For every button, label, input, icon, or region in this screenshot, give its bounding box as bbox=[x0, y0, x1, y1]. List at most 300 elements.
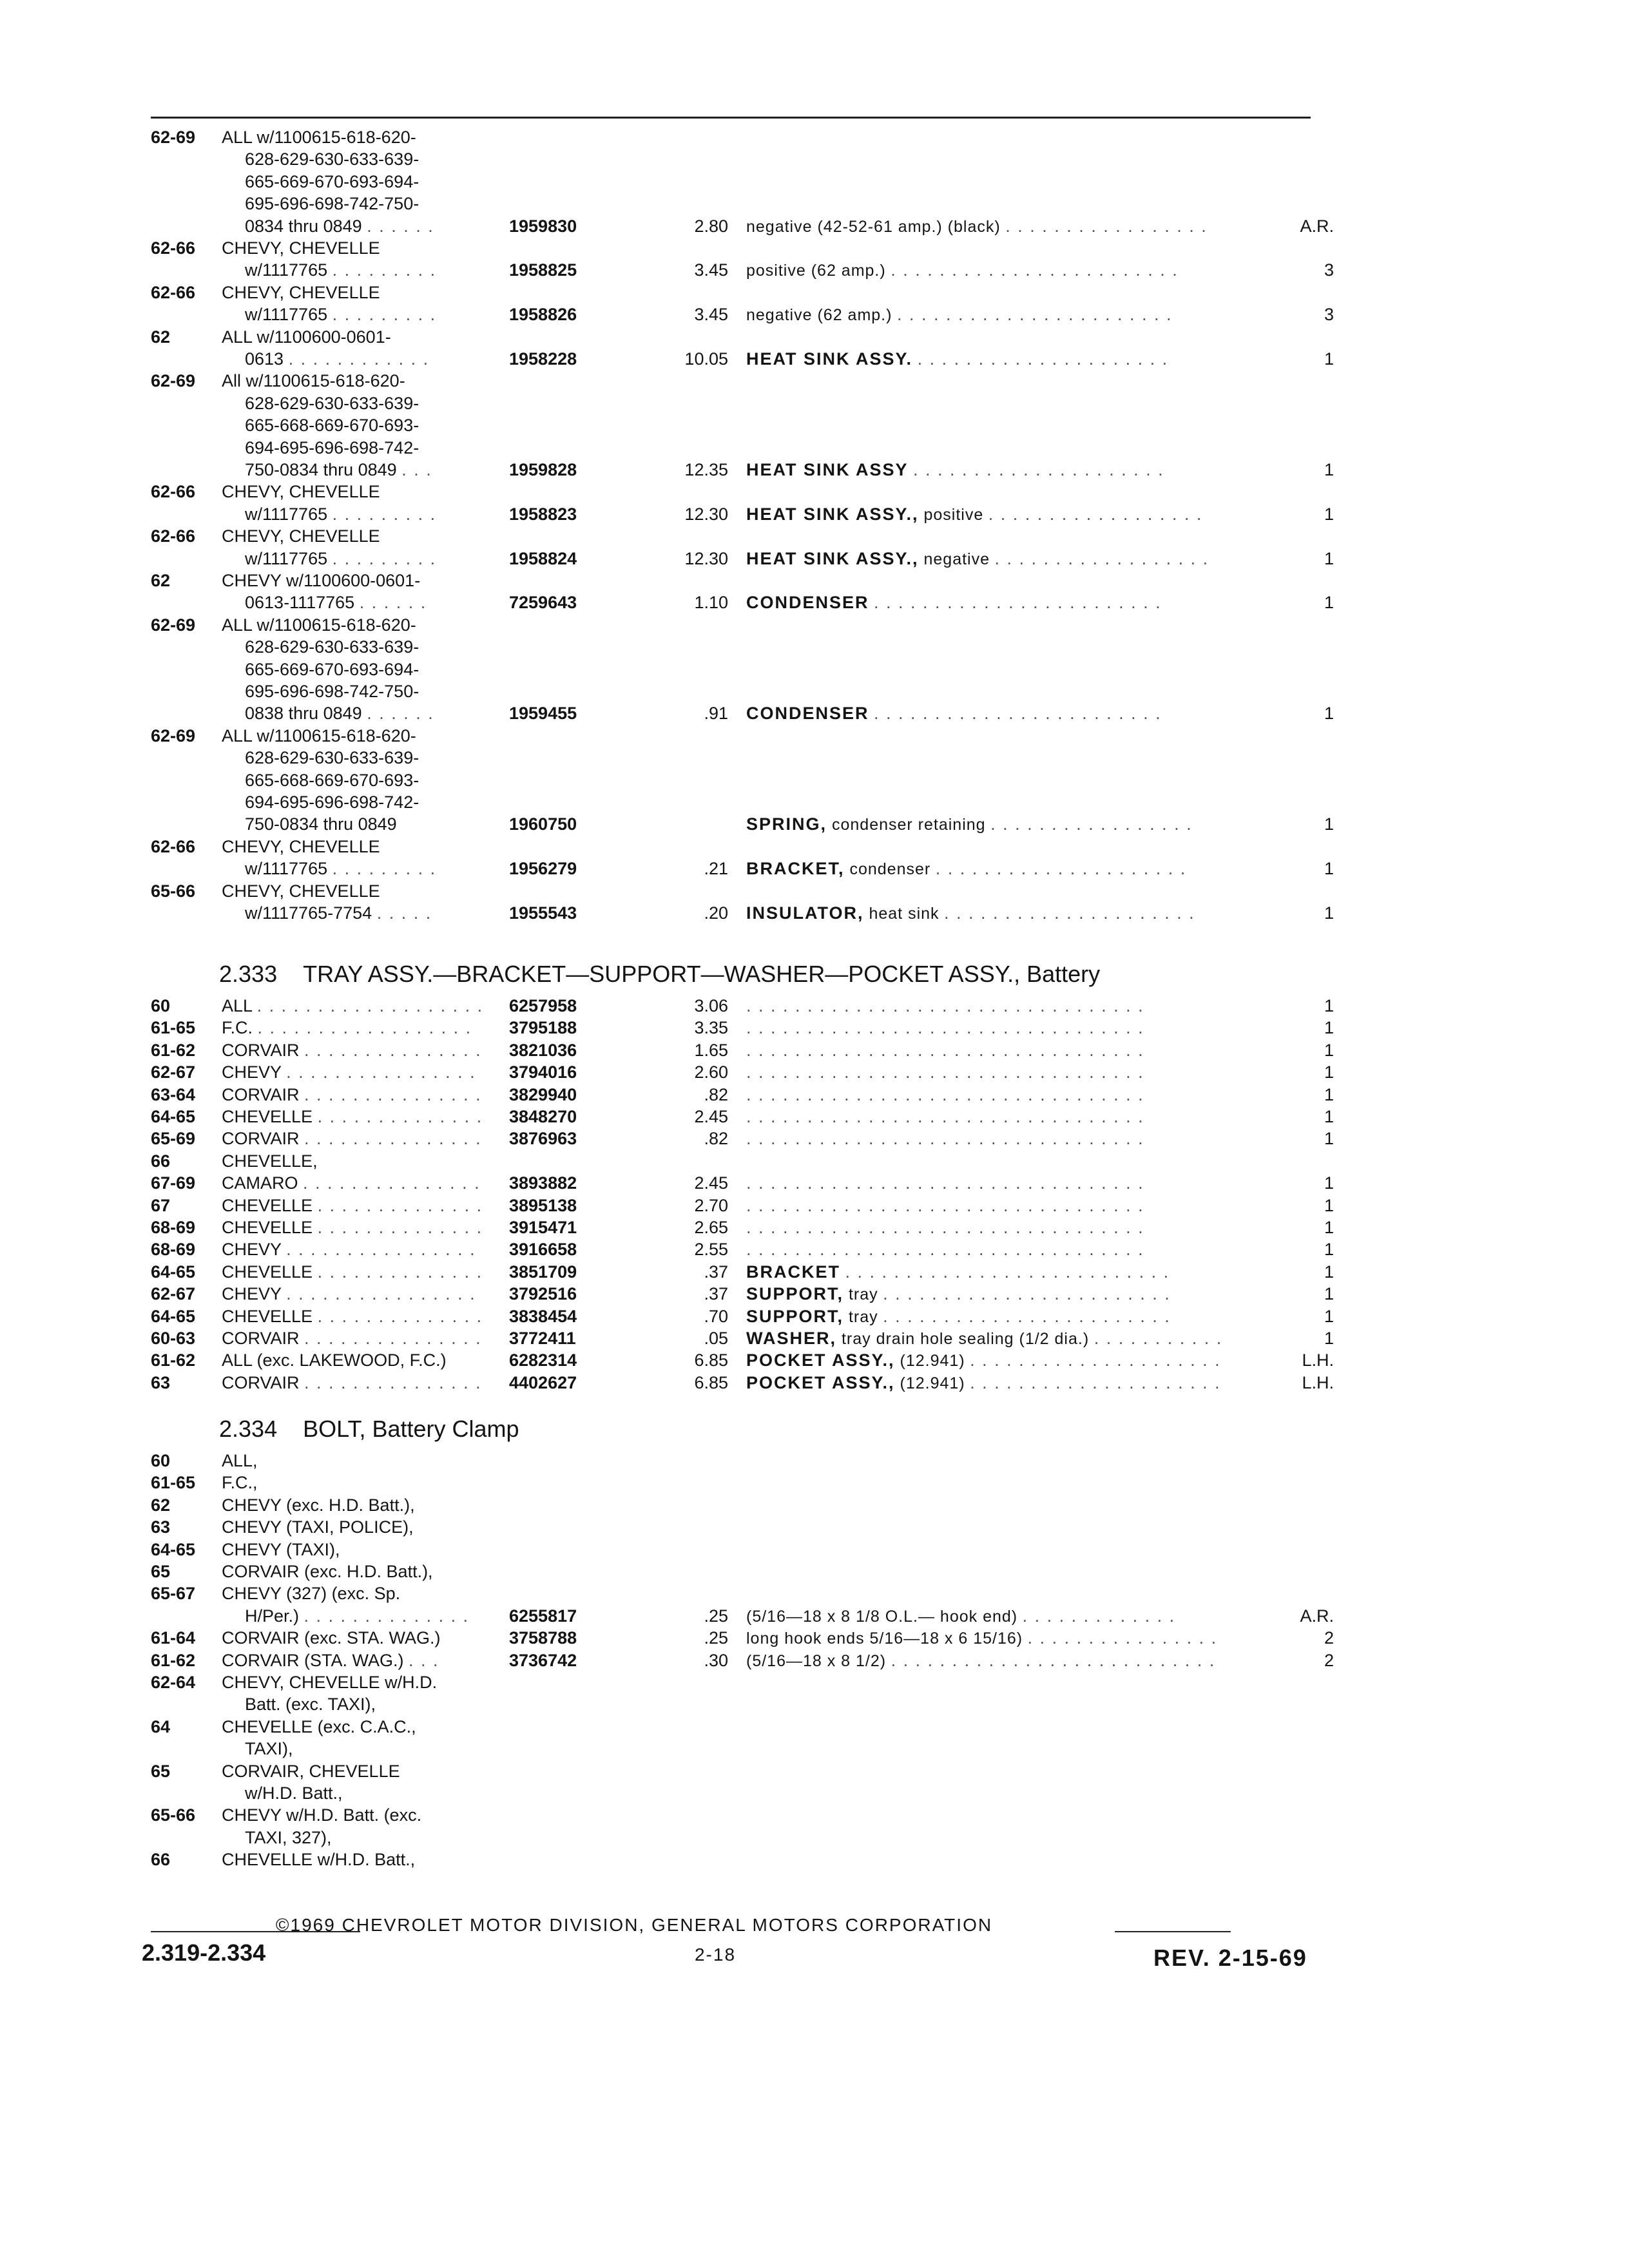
quantity: 1 bbox=[1324, 1218, 1334, 1237]
model-text: w/1117765 bbox=[245, 859, 328, 878]
leader-dots: . . . . . . . . . . . . . . . . . . . . . . . . . . . . . . . . . bbox=[746, 1196, 1144, 1215]
parts-row bbox=[0, 1649, 1629, 1671]
leader-dots: . . . . . . . . . . . . . . . . bbox=[1027, 1628, 1218, 1648]
list-price: .82 bbox=[704, 1085, 728, 1104]
part-number: 1955543 bbox=[509, 903, 577, 923]
quantity: 1 bbox=[1324, 1240, 1334, 1259]
leader-dots: . . . . . . . . . . . . . . . . . . . . . . . . . . . . . . . . . bbox=[746, 996, 1144, 1015]
parts-row bbox=[0, 1372, 1629, 1394]
model-application: 695-696-698-742-750- bbox=[245, 682, 419, 701]
model-application bbox=[245, 1605, 497, 1627]
parts-row bbox=[0, 813, 1629, 835]
list-price: .37 bbox=[704, 1284, 728, 1303]
leader-dots: . . . . . . . . . . . . . . bbox=[317, 1307, 483, 1326]
parts-row bbox=[0, 680, 1629, 702]
model-application: 694-695-696-698-742- bbox=[245, 793, 419, 812]
model-application: CHEVY (exc. H.D. Batt.), bbox=[222, 1495, 415, 1515]
model-application bbox=[222, 1172, 497, 1194]
model-application: TAXI), bbox=[245, 1739, 293, 1758]
leader-dots: . . . . . . bbox=[367, 216, 434, 236]
description-text: negative (62 amp.) bbox=[746, 306, 892, 324]
list-price: 3.06 bbox=[694, 996, 728, 1015]
parts-row bbox=[0, 995, 1629, 1017]
list-price: 2.45 bbox=[694, 1173, 728, 1193]
list-price: .25 bbox=[704, 1606, 728, 1626]
leader-dots: . . . . . . . . . . . . . . bbox=[317, 1196, 483, 1215]
leader-dots: . . . bbox=[409, 1651, 439, 1670]
list-price: 2.80 bbox=[694, 216, 728, 236]
model-application bbox=[222, 1061, 497, 1083]
part-number: 4402627 bbox=[509, 1373, 577, 1392]
part-description bbox=[746, 702, 1255, 724]
part-number: 3792516 bbox=[509, 1284, 577, 1303]
parts-row bbox=[0, 525, 1629, 547]
model-application: w/H.D. Batt., bbox=[245, 1783, 343, 1803]
model-text: w/1117765 bbox=[245, 305, 328, 324]
part-number: 1959830 bbox=[509, 216, 577, 236]
leader-dots: . . . . . . . . . . . . . . . . . . . . . bbox=[944, 903, 1195, 923]
part-number: 3758788 bbox=[509, 1628, 577, 1648]
leader-dots: . . . . . . . . . . . . . . . . bbox=[286, 1284, 476, 1303]
leader-dots: . . . . . . . . . bbox=[332, 549, 437, 568]
model-application: ALL (exc. LAKEWOOD, F.C.) bbox=[222, 1350, 447, 1370]
model-application bbox=[222, 1128, 497, 1149]
quantity: 1 bbox=[1324, 349, 1334, 369]
year-range: 61-62 bbox=[151, 1350, 196, 1370]
model-application bbox=[245, 303, 497, 325]
parts-row bbox=[0, 1849, 1629, 1870]
list-price: 3.35 bbox=[694, 1018, 728, 1037]
model-application: CHEVELLE, bbox=[222, 1151, 318, 1171]
description-text: (12.941) bbox=[894, 1352, 965, 1370]
part-number: 1956279 bbox=[509, 859, 577, 878]
description-code: INSULATOR, bbox=[746, 903, 864, 923]
model-text: w/1117765 bbox=[245, 549, 328, 568]
parts-row bbox=[0, 1017, 1629, 1039]
model-application: CHEVY (TAXI, POLICE), bbox=[222, 1517, 414, 1537]
description-text: (5/16—18 x 8 1/2) bbox=[746, 1652, 887, 1670]
part-description bbox=[746, 1172, 1255, 1194]
description-text: negative bbox=[918, 550, 990, 568]
leader-dots: . . . . . . . . . . . . . . . . . . . . . . . . . . . . . . . . . bbox=[746, 1129, 1144, 1148]
part-number: 3895138 bbox=[509, 1196, 577, 1215]
year-range: 68-69 bbox=[151, 1240, 196, 1259]
model-application: 628-629-630-633-639- bbox=[245, 637, 419, 657]
list-price: 2.65 bbox=[694, 1218, 728, 1237]
model-application bbox=[245, 459, 497, 481]
list-price: 2.55 bbox=[694, 1240, 728, 1259]
list-price: .70 bbox=[704, 1307, 728, 1326]
model-text: 0613 bbox=[245, 349, 284, 369]
model-application: ALL w/1100615-618-620- bbox=[222, 128, 416, 147]
year-range: 64 bbox=[151, 1717, 171, 1736]
leader-dots: . . . . . . . . . bbox=[332, 859, 437, 878]
part-number: 1958823 bbox=[509, 505, 577, 524]
parts-row bbox=[0, 1561, 1629, 1582]
quantity: 1 bbox=[1324, 814, 1334, 834]
section-range: 2.319-2.334 bbox=[142, 1939, 266, 1966]
year-range: 63-64 bbox=[151, 1085, 196, 1104]
part-description bbox=[746, 459, 1255, 481]
year-range: 66 bbox=[151, 1850, 171, 1869]
part-description bbox=[746, 1605, 1255, 1628]
quantity: 1 bbox=[1324, 1041, 1334, 1060]
year-range: 61-62 bbox=[151, 1651, 196, 1670]
part-description bbox=[746, 1106, 1255, 1128]
quantity: A.R. bbox=[1300, 216, 1334, 236]
parts-row bbox=[0, 658, 1629, 680]
model-application bbox=[245, 548, 497, 570]
model-text: CHEVELLE bbox=[222, 1107, 313, 1126]
parts-row bbox=[0, 348, 1629, 370]
model-application: CHEVY (327) (exc. Sp. bbox=[222, 1584, 401, 1603]
list-price: .25 bbox=[704, 1628, 728, 1648]
leader-dots: . . . . . . . . . . . . . . . bbox=[303, 1173, 481, 1193]
description-code: SUPPORT, bbox=[746, 1284, 844, 1303]
model-application bbox=[222, 1017, 497, 1039]
footer-rule-right bbox=[1115, 1931, 1231, 1932]
model-application: Batt. (exc. TAXI), bbox=[245, 1695, 376, 1714]
part-description bbox=[746, 591, 1255, 613]
part-description bbox=[746, 813, 1255, 836]
model-application: CHEVY w/H.D. Batt. (exc. bbox=[222, 1805, 422, 1825]
parts-row bbox=[0, 1760, 1629, 1782]
leader-dots: . . . . . . . . . . . . . . . bbox=[304, 1329, 482, 1348]
model-application: CHEVY, CHEVELLE bbox=[222, 238, 380, 258]
parts-row bbox=[0, 858, 1629, 879]
leader-dots: . . . . . . . . . . . . . . . . . . . . . . . . . . . . . . . . . bbox=[746, 1018, 1144, 1037]
leader-dots: . . . . . . . . . . . . . . . . . . bbox=[257, 1018, 472, 1037]
year-range: 65-67 bbox=[151, 1584, 196, 1603]
model-application: ALL w/1100615-618-620- bbox=[222, 615, 416, 635]
description-code: WASHER, bbox=[746, 1329, 837, 1348]
part-number: 3916658 bbox=[509, 1240, 577, 1259]
model-application: ALL, bbox=[222, 1451, 258, 1470]
part-description bbox=[746, 503, 1255, 526]
parts-row bbox=[0, 747, 1629, 769]
quantity: 1 bbox=[1324, 1284, 1334, 1303]
quantity: 1 bbox=[1324, 1018, 1334, 1037]
quantity: 1 bbox=[1324, 1062, 1334, 1082]
model-text: H/Per.) bbox=[245, 1606, 300, 1626]
model-text: CORVAIR bbox=[222, 1129, 300, 1148]
leader-dots: . . . . . . . . . . . . . . . . . . . . . bbox=[913, 460, 1164, 479]
year-range: 61-62 bbox=[151, 1041, 196, 1060]
parts-row bbox=[0, 481, 1629, 503]
parts-row bbox=[0, 1128, 1629, 1149]
model-text: CHEVELLE bbox=[222, 1262, 313, 1282]
parts-row bbox=[0, 880, 1629, 902]
model-application: CHEVY, CHEVELLE w/H.D. bbox=[222, 1673, 438, 1692]
model-text: 0834 thru 0849 bbox=[245, 216, 362, 236]
model-application: ALL w/1100615-618-620- bbox=[222, 726, 416, 745]
leader-dots: . . . . . . . . . . . . . . bbox=[317, 1218, 483, 1237]
model-application bbox=[245, 348, 497, 370]
description-text: (12.941) bbox=[894, 1374, 965, 1392]
parts-row bbox=[0, 1539, 1629, 1561]
quantity: 1 bbox=[1324, 460, 1334, 479]
part-number: 3876963 bbox=[509, 1129, 577, 1148]
leader-dots: . . . . . . . . . bbox=[332, 305, 437, 324]
part-description bbox=[746, 1195, 1255, 1216]
description-code: POCKET ASSY., bbox=[746, 1373, 895, 1392]
part-description bbox=[746, 995, 1255, 1017]
parts-row bbox=[0, 1494, 1629, 1516]
parts-row bbox=[0, 570, 1629, 591]
quantity: A.R. bbox=[1300, 1606, 1334, 1626]
description-code: BRACKET, bbox=[746, 859, 845, 878]
page-number: 2-18 bbox=[694, 1945, 737, 1965]
model-application: TAXI, 327), bbox=[245, 1828, 332, 1847]
model-application: ALL w/1100600-0601- bbox=[222, 327, 391, 347]
parts-row bbox=[0, 414, 1629, 436]
parts-row bbox=[0, 370, 1629, 392]
model-application: 695-696-698-742-750- bbox=[245, 194, 419, 213]
part-number: 3851709 bbox=[509, 1262, 577, 1282]
model-application bbox=[222, 1106, 497, 1128]
part-number: 1958825 bbox=[509, 260, 577, 280]
quantity: 3 bbox=[1324, 260, 1334, 280]
model-application: CHEVY, CHEVELLE bbox=[222, 482, 380, 501]
parts-row bbox=[0, 1605, 1629, 1627]
leader-dots: . . . . . . . . . . . . . . . bbox=[304, 1373, 482, 1392]
description-code: CONDENSER bbox=[746, 593, 869, 612]
parts-row bbox=[0, 1472, 1629, 1494]
quantity: 1 bbox=[1324, 1129, 1334, 1148]
model-text: CORVAIR bbox=[222, 1329, 300, 1348]
year-range: 62-66 bbox=[151, 837, 196, 856]
description-text: tray drain hole sealing (1/2 dia.) bbox=[836, 1330, 1090, 1348]
leader-dots: . . . . . . . . . . . . . . . . . . . . . . . . bbox=[874, 593, 1162, 612]
list-price: .82 bbox=[704, 1129, 728, 1148]
parts-row bbox=[0, 702, 1629, 724]
leader-dots: . . . . . . . . . . . . . . . . . . . . . . . . . . . bbox=[845, 1262, 1170, 1282]
list-price: .37 bbox=[704, 1262, 728, 1282]
year-range: 65 bbox=[151, 1762, 171, 1781]
model-application: CHEVY (TAXI), bbox=[222, 1540, 340, 1559]
model-application bbox=[222, 1649, 497, 1671]
leader-dots: . . . . . . . . . . . . . . . bbox=[304, 1041, 482, 1060]
model-application bbox=[222, 1216, 497, 1238]
leader-dots: . . . . . . . . . . . . . . . . . . . . . . . . bbox=[891, 260, 1179, 280]
list-price: .91 bbox=[704, 704, 728, 723]
parts-row bbox=[0, 1172, 1629, 1194]
description-text: positive bbox=[918, 506, 984, 524]
part-description bbox=[746, 1349, 1255, 1372]
year-range: 61-64 bbox=[151, 1628, 196, 1648]
leader-dots: . . . . . . . . . . . . . . . . . . . . . . . . . . . . . . . . . bbox=[746, 1240, 1144, 1259]
part-description bbox=[746, 902, 1255, 925]
year-range: 65-66 bbox=[151, 1805, 196, 1825]
quantity: 1 bbox=[1324, 1307, 1334, 1326]
model-application: 628-629-630-633-639- bbox=[245, 748, 419, 767]
model-text: w/1117765-7754 bbox=[245, 903, 372, 923]
leader-dots: . . . . . . . . . . . . . . . . . bbox=[990, 814, 1193, 834]
model-application: CORVAIR (exc. H.D. Batt.), bbox=[222, 1562, 433, 1581]
year-range: 60-63 bbox=[151, 1329, 196, 1348]
model-text: CORVAIR bbox=[222, 1085, 300, 1104]
model-application: CHEVY, CHEVELLE bbox=[222, 283, 380, 302]
model-application: 665-669-670-693-694- bbox=[245, 172, 419, 191]
description-text: positive (62 amp.) bbox=[746, 262, 886, 280]
parts-row bbox=[0, 1305, 1629, 1327]
description-code: HEAT SINK ASSY., bbox=[746, 505, 919, 524]
year-range: 64-65 bbox=[151, 1107, 196, 1126]
list-price: 12.30 bbox=[684, 549, 728, 568]
model-application: 628-629-630-633-639- bbox=[245, 394, 419, 413]
part-number: 3736742 bbox=[509, 1651, 577, 1670]
description-code: BRACKET bbox=[746, 1262, 840, 1282]
part-description bbox=[746, 1305, 1255, 1328]
part-number: 3829940 bbox=[509, 1085, 577, 1104]
leader-dots: . . . . . . . . . . . . . . . . . . . . . . . . . . . . . . . . . bbox=[746, 1173, 1144, 1193]
list-price: .20 bbox=[704, 903, 728, 923]
model-application bbox=[222, 1283, 497, 1305]
model-text: CORVAIR bbox=[222, 1373, 300, 1392]
section-number: 2.334 bbox=[219, 1416, 278, 1442]
leader-dots: . . . . . . . . . . . . . . . . . . . . . bbox=[917, 349, 1169, 369]
model-application: F.C., bbox=[222, 1473, 258, 1492]
year-range: 67 bbox=[151, 1196, 171, 1215]
model-application bbox=[222, 1327, 497, 1349]
quantity: 1 bbox=[1324, 1107, 1334, 1126]
parts-row bbox=[0, 614, 1629, 636]
list-price: 2.70 bbox=[694, 1196, 728, 1215]
leader-dots: . . . . . . bbox=[359, 593, 427, 612]
model-text: CHEVELLE bbox=[222, 1196, 313, 1215]
part-description bbox=[746, 1283, 1255, 1305]
parts-row bbox=[0, 215, 1629, 237]
list-price: 1.65 bbox=[694, 1041, 728, 1060]
year-range: 62-69 bbox=[151, 371, 196, 390]
year-range: 62 bbox=[151, 327, 171, 347]
parts-row bbox=[0, 1804, 1629, 1826]
parts-row bbox=[0, 392, 1629, 414]
parts-row bbox=[0, 1195, 1629, 1216]
model-application: 665-668-669-670-693- bbox=[245, 416, 419, 435]
model-application bbox=[245, 902, 497, 924]
model-text: 0838 thru 0849 bbox=[245, 704, 362, 723]
leader-dots: . . . . . . . . . . . . . . . . . . . bbox=[256, 996, 484, 1015]
model-application: 628-629-630-633-639- bbox=[245, 149, 419, 169]
part-description bbox=[746, 1039, 1255, 1061]
part-description bbox=[746, 1327, 1255, 1350]
description-text: condenser retaining bbox=[827, 816, 986, 834]
part-number: 3794016 bbox=[509, 1062, 577, 1082]
part-description bbox=[746, 1017, 1255, 1039]
description-code: HEAT SINK ASSY., bbox=[746, 549, 919, 568]
model-text: 750-0834 thru 0849 bbox=[245, 460, 397, 479]
model-text: CORVAIR (STA. WAG.) bbox=[222, 1651, 404, 1670]
list-price: 3.45 bbox=[694, 305, 728, 324]
model-application: CHEVY w/1100600-0601- bbox=[222, 571, 421, 590]
model-application: CHEVY, CHEVELLE bbox=[222, 881, 380, 901]
part-number: 3772411 bbox=[509, 1329, 576, 1348]
parts-row bbox=[0, 171, 1629, 193]
model-application: CHEVELLE (exc. C.A.C., bbox=[222, 1717, 416, 1736]
model-text: CHEVY bbox=[222, 1284, 282, 1303]
leader-dots: . . . bbox=[401, 460, 432, 479]
part-description bbox=[746, 1216, 1255, 1238]
year-range: 62-66 bbox=[151, 482, 196, 501]
description-code: SUPPORT, bbox=[746, 1307, 844, 1326]
leader-dots: . . . . . . . . . . . . . . bbox=[304, 1606, 470, 1626]
year-range: 61-65 bbox=[151, 1473, 196, 1492]
year-range: 62-66 bbox=[151, 526, 196, 546]
parts-row bbox=[0, 1261, 1629, 1283]
parts-row bbox=[0, 1693, 1629, 1715]
part-number: 7259643 bbox=[509, 593, 577, 612]
leader-dots: . . . . . . . . . . . . . . . . . . bbox=[994, 549, 1210, 568]
quantity: 1 bbox=[1324, 1196, 1334, 1215]
parts-row bbox=[0, 503, 1629, 525]
parts-row bbox=[0, 769, 1629, 791]
leader-dots: . . . . . . . . . . . . . . . . . . . . . bbox=[935, 859, 1187, 878]
leader-dots: . . . . . . . . . . . . . . . bbox=[304, 1085, 482, 1104]
year-range: 62-66 bbox=[151, 238, 196, 258]
parts-row bbox=[0, 437, 1629, 459]
part-number: 6282314 bbox=[509, 1350, 577, 1370]
model-application bbox=[222, 1238, 497, 1260]
model-application: CHEVY, CHEVELLE bbox=[222, 526, 380, 546]
parts-row bbox=[0, 1084, 1629, 1106]
year-range: 62-64 bbox=[151, 1673, 196, 1692]
leader-dots: . . . . . . . . . . . . . . bbox=[317, 1262, 483, 1282]
part-number: 3893882 bbox=[509, 1173, 577, 1193]
parts-row bbox=[0, 548, 1629, 570]
list-price: 6.85 bbox=[694, 1350, 728, 1370]
part-number: 1958826 bbox=[509, 305, 577, 324]
quantity: 1 bbox=[1324, 505, 1334, 524]
year-range: 64-65 bbox=[151, 1262, 196, 1282]
part-number: 1959455 bbox=[509, 704, 577, 723]
part-number: 1960750 bbox=[509, 814, 577, 834]
leader-dots: . . . . . . bbox=[367, 704, 434, 723]
year-range: 65-69 bbox=[151, 1129, 196, 1148]
year-range: 67-69 bbox=[151, 1173, 196, 1193]
year-range: 62-67 bbox=[151, 1284, 196, 1303]
part-description bbox=[746, 1128, 1255, 1149]
part-description bbox=[746, 1649, 1255, 1672]
leader-dots: . . . . . . . . . . . . . bbox=[1022, 1606, 1176, 1626]
model-application bbox=[222, 1372, 497, 1394]
part-number: 3848270 bbox=[509, 1107, 577, 1126]
year-range: 62 bbox=[151, 1495, 171, 1515]
model-application: CHEVY, CHEVELLE bbox=[222, 837, 380, 856]
year-range: 62 bbox=[151, 571, 171, 590]
leader-dots: . . . . . . . . . . . bbox=[1094, 1329, 1223, 1348]
leader-dots: . . . . . . . . . . . . bbox=[288, 349, 430, 369]
quantity: 1 bbox=[1324, 859, 1334, 878]
parts-row bbox=[0, 1150, 1629, 1172]
list-price: 3.45 bbox=[694, 260, 728, 280]
year-range: 61-65 bbox=[151, 1018, 196, 1037]
description-text: (5/16—18 x 8 1/8 O.L.— hook end) bbox=[746, 1608, 1018, 1626]
quantity: 1 bbox=[1324, 996, 1334, 1015]
description-code: SPRING, bbox=[746, 814, 827, 834]
quantity: 1 bbox=[1324, 549, 1334, 568]
section-number: 2.333 bbox=[219, 961, 278, 987]
model-application bbox=[222, 1261, 497, 1283]
leader-dots: . . . . . . . . . . . . . . . . . . . . . . . . . . . . . . . . . bbox=[746, 1062, 1144, 1082]
description-code: HEAT SINK ASSY bbox=[746, 460, 909, 479]
model-application bbox=[222, 1084, 497, 1106]
model-application: 665-669-670-693-694- bbox=[245, 660, 419, 679]
parts-row bbox=[0, 259, 1629, 281]
quantity: 1 bbox=[1324, 1173, 1334, 1193]
parts-row bbox=[0, 282, 1629, 303]
model-application: 694-695-696-698-742- bbox=[245, 438, 419, 457]
